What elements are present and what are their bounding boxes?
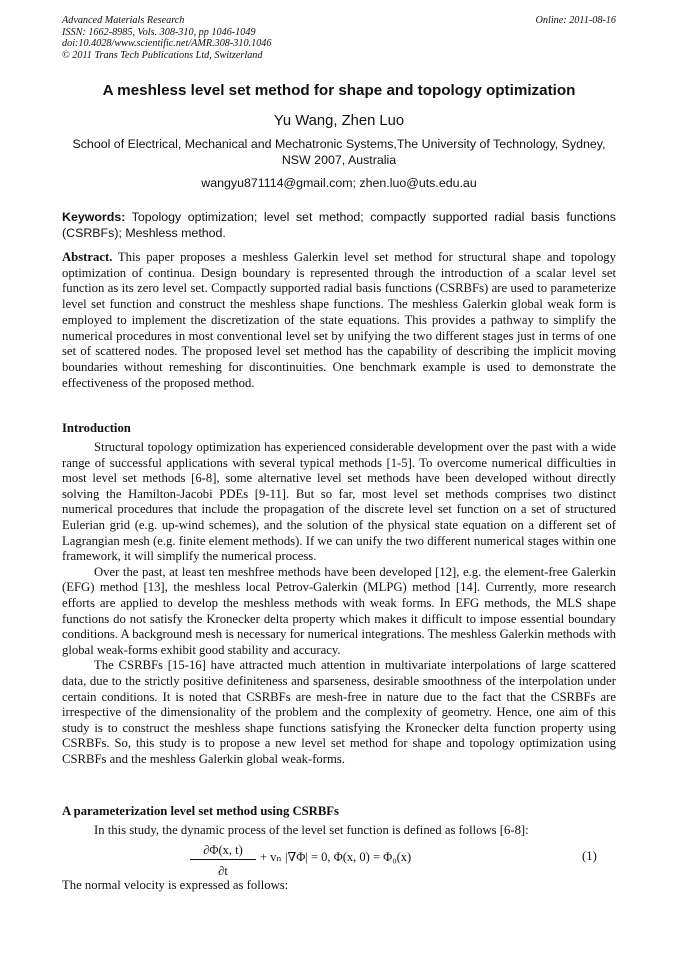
equation-fraction	[190, 843, 256, 879]
copyright-line: © 2011 Trans Tech Publications Ltd, Switzerland	[62, 49, 263, 61]
equation-denominator: ∂t	[218, 864, 228, 878]
intro-paragraph-3: The CSRBFs [15-16] have attracted much attention in multivariate interpolations of large scattered data, due to the strictly positive definiteness and sparseness, desirable smoothness of the interpolation under certain conditions. It is noted that CSRBFs are mesh-free in nature due to the fact that the CSRBFs are irrespective of the dimensionality of the problem and the complexity of geometry. Hence, one aim of this study is to construct the meshless shape functions satisfying the Kronecker delta function property using CSRBFs. So, this study is to propose a new level set method for shape and topology optimization using CSRBFs and the meshless Galerkin global weak-forms.	[62, 658, 616, 766]
keywords-text: Topology optimization; level set method; compactly supported radial basis functions (CSRBFs); Meshless method.	[62, 210, 616, 240]
paper-title: A meshless level set method for shape and topology optimization	[102, 82, 576, 99]
issn-line: ISSN: 1662-8985, Vols. 308-310, pp 1046-1049	[62, 26, 256, 38]
paper-affiliation: School of Electrical, Mechanical and Mechatronic Systems,The University of Technology, Sydney, NSW 2007, Australia	[72, 137, 606, 167]
paper-authors: Yu Wang, Zhen Luo	[273, 113, 405, 129]
intro-paragraph-1: Structural topology optimization has experienced considerable development over the past with a wide range of successful applications with several typical methods [1-5]. To overcome numerical difficulties in most level set methods [6-8], some alternative level set methods have been developed without directly solving the Hamilton-Jacobi PDEs [9-11]. But so far, most level set methods comprises two distinct numerical procedures that include the propagation of the discrete level set function on a set of structured Eulerian grid (e.g. up-wind schemes), and the solution of the physical state equation on a different set of Lagrangian mesh (e.g. finite element methods). If we can unify the two different numerical stages within one framework, it will simplify the numerical process.	[62, 440, 616, 564]
author-emails: wangyu871114@gmail.com; zhen.luo@uts.edu.au	[201, 176, 477, 190]
parameterization-intro: In this study, the dynamic process of the level set function is defined as follows [6-8]:	[94, 823, 529, 837]
introduction-body	[62, 440, 616, 767]
journal-name: Advanced Materials Research	[62, 15, 185, 26]
online-date: Online: 2011-08-16	[535, 15, 616, 26]
abstract-text: This paper proposes a meshless Galerkin level set method for structural shape and topology optimization of continua. Design boundary is represented through the introduction of a scalar level set function as its zero level set. Compactly supported radial basis functions (CSRBFs) are used to parameterize level set function and construct the meshless shape functions. The meshless Galerkin global weak form is employed to implement the discretization of the state equations. This provides a pathway to simplify the numerical procedures in most conventional level set by unifying the two different stages just in terms of one set of scattered nodes. The proposed level set method has the capability of describing the implicit moving boundaries without remeshing for discontinuities. One benchmark example is used to demonstrate the effectiveness of the proposed method.	[62, 250, 616, 390]
equation-numerator: ∂Φ(x, t)	[190, 843, 256, 860]
equation-body: + vₙ |∇Φ| = 0, Φ(x, 0) = Φ₀(x)	[260, 850, 412, 864]
keywords-label: Keywords:	[62, 210, 126, 224]
abstract	[62, 250, 616, 391]
abstract-label: Abstract.	[62, 250, 113, 264]
journal-header	[62, 15, 616, 61]
introduction-heading: Introduction	[62, 421, 131, 435]
doi-line: doi:10.4028/www.scientific.net/AMR.308-310.1046	[62, 38, 272, 50]
intro-paragraph-2: Over the past, at least ten meshfree methods have been developed [12], e.g. the element-free Galerkin (EFG) method [13], the meshless local Petrov-Galerkin (MLPG) method [14]. Currently, more research efforts are applied to develop the meshless methods with weak forms. In EFG methods, the MLS shape functions do not satisfy the Kronecker delta property which makes it difficult to impose essential boundary conditions. A background mesh is necessary for numerical integrations. The meshless Galerkin methods with global weak-forms exhibit good stability and accuracy.	[62, 564, 616, 657]
parameterization-heading: A parameterization level set method using CSRBFs	[62, 804, 339, 818]
normal-velocity-line: The normal velocity is expressed as follows:	[62, 878, 289, 892]
keywords	[62, 210, 616, 241]
equation-number: (1)	[582, 849, 597, 863]
